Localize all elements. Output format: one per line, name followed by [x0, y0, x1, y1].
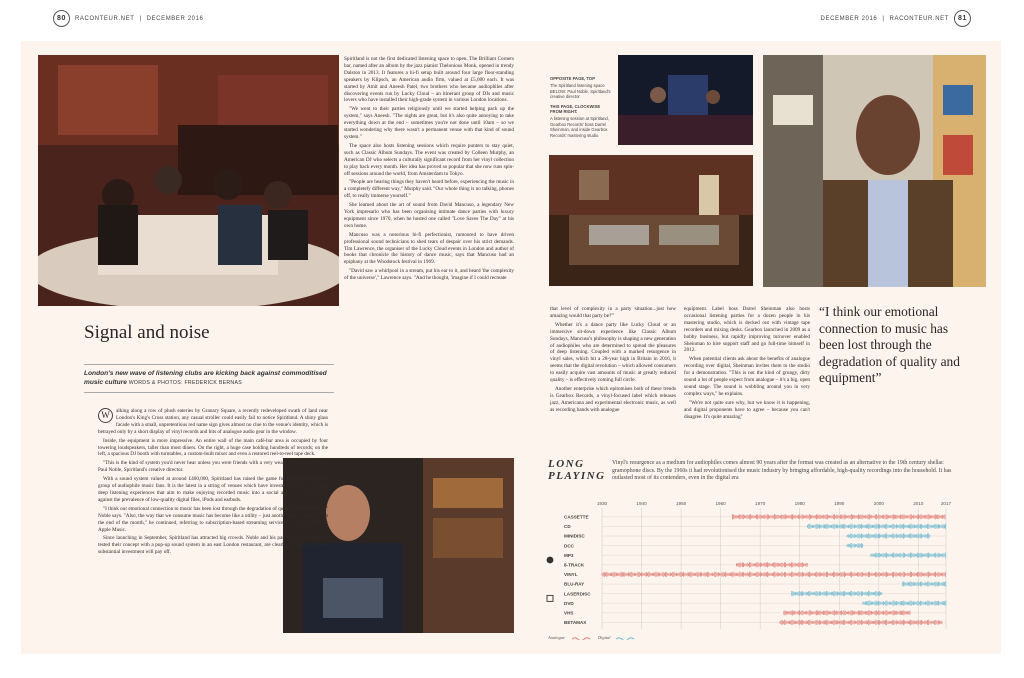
paragraph: When potential clients ask about the benefits of analogue recording over digital, Sheinman invites them to the studio for a demonstration. "This is not the kind of grungy, dirty sound a lot of people expect from analogue – it's a big, open sound stage. The sound is wobbling around you in very complex ways," he explains.	[684, 356, 810, 397]
page-number: 80	[53, 10, 70, 27]
byline: WORDS & PHOTOS: FREDERICK BERNAS	[128, 380, 242, 386]
infographic-title: LONG PLAYING	[548, 458, 606, 482]
format-label: VINYL	[564, 572, 578, 578]
caption-text: The Spiritland listening space BELOW: Paul Noble, Spiritland's creative director	[550, 83, 611, 100]
format-rows	[547, 514, 946, 625]
tick-label: 1930	[596, 501, 608, 506]
legend-digital-swatch	[616, 638, 634, 640]
mastering-studio-image	[549, 155, 753, 286]
music-note-icon	[547, 557, 554, 564]
format-label: DCC	[564, 543, 574, 549]
format-label: MP3	[564, 552, 574, 558]
spiritland-listening-space-photo	[618, 55, 753, 145]
paragraph: Mancuso was a notorious hi-fi perfectionist, rumoured to have driven professional sound technicians to shed tears of despair over his strict demands. Tim Lawrence, the organiser of the Lucky Cloud events in London and author of books that chronicle the history of dance music, says that Mancuso had an epiphany at the Woodstock festival in 1969.	[344, 231, 514, 266]
paragraph: Inside, the equipment is more impressive. An entire wall of the main café-bar area is occupied by four towering loudspeakers, taller than most diners. On the right, a huge case holding hundreds of records; on the left, a spacious DJ booth with turntables, a custom-built mixer and even a restored reel-to-reel tape deck.	[98, 437, 328, 458]
x-axis-ticks	[597, 501, 952, 506]
caption-text: A listening session at Spiritland, Gearbox Records' boss Darrel Sheinman, and inside Gearbox Records' mastering studio	[550, 116, 609, 138]
tick-label: 1980	[794, 501, 805, 506]
paragraph: equipment. Label boss Darrel Sheinman also hosts occasional listening parties for a dozen people in his mastering studio, which is decked out with vintage tape recorders and mixing desks. Gearbox launched in 2009 as a hobby business, but rapidly improving turnover enabled Sheinman to hire support staff and go full-time himself in 2012.	[684, 306, 810, 354]
drop-cap: W	[98, 408, 113, 423]
chart-legend	[547, 635, 634, 640]
paragraph: "This is the kind of system you'd never hear unless you were friends with a very wealthy audiophile," says Paul Noble, Spiritland's creative director.	[98, 460, 328, 474]
listening-bar-photo	[38, 55, 339, 306]
paragraph: The space also hosts listening sessions which require punters to stay quiet, such as Classic Album Sundays. The event was created by Colleen Murphy, an American DJ who selects a culturally significant record from her vinyl collection to play back every month. Her idea has proved so popular that she now runs spin-off sessions around the world, from Amsterdam to Tokyo.	[344, 142, 514, 177]
site-name: RACONTEUR.NET	[889, 15, 949, 22]
tick-label: 1940	[636, 501, 647, 506]
site-name: RACONTEUR.NET	[75, 15, 135, 22]
paragraph: "We're not quite sure why, but we know it is happening, and digital proponents have to agree – because you can't disagree. It's quite amazing"	[684, 399, 810, 420]
body-column-1	[98, 408, 328, 558]
photo-captions	[550, 76, 612, 142]
format-label: 8-TRACK	[564, 562, 585, 568]
standfirst	[84, 364, 334, 393]
paragraph: "We went to their parties religiously until we started helping pack up the system," says Aneesh. "The nights are great, but it's also quite annoying to take everything down at the end – sometimes you're not done until 10am – so we started wondering why there wasn't a permanent venue with that kind of sound system."	[344, 106, 514, 140]
paragraph: Another enterprise which epitomises both of these trends is Gearbox Records, a vinyl-focused label which releases jazz, Americana and experimental electronic music, as well as recording bands with analogue	[550, 385, 676, 413]
pull-quote: “I think our emotional connection to music has been lost through the degradation of quality and equipment”	[819, 304, 960, 385]
right-page-header	[821, 10, 971, 27]
issue-date: DECEMBER 2016	[146, 15, 204, 22]
format-label: BLU-RAY	[564, 581, 585, 587]
paragraph: With a sound system valued at around £400,000, Spiritland has raised the game for London's dedicated group of audiophile music fans. It is the latest in a string of venues which have invested heavily in creating deep listening experiences that aim to make enjoying recorded music into a social activity, fighting back against the prevalence of low-quality digital files, iPods and earbuds.	[98, 476, 328, 503]
format-label: MINIDISC	[564, 533, 585, 539]
paragraph: Whether it's a dance party like Lucky Cloud or an immersive sit-down experience like Classic Album Sundays, Mancuso's philosophy is shaping a new generation of audiophiles who are determined to spread the pleasures of deep listening. Coupled with a marked resurgence in vinyl sales, which hit a 28-year high in Britain in 2016, it seems that the digital revolution – which allowed consumers to easily acquire vast amounts of music at greatly reduced quality – is effectively coming full circle.	[550, 321, 676, 384]
left-page-header	[53, 10, 203, 27]
tick-label: 1970	[755, 501, 766, 506]
body-column-4	[684, 306, 810, 423]
separator: |	[882, 15, 885, 22]
tick-label: 1990	[834, 501, 845, 506]
listening-bar-image	[38, 55, 339, 306]
legend-digital-label: Digital	[598, 635, 611, 640]
format-label: LASERDISC	[564, 591, 591, 597]
format-label: CASSETTE	[564, 514, 589, 520]
listening-space-image	[618, 55, 753, 145]
format-label: CD	[564, 524, 571, 530]
mastering-studio-photo	[549, 155, 753, 286]
legend-analogue-label: Analogue	[548, 635, 565, 640]
film-icon	[547, 595, 553, 601]
body-column-2	[344, 56, 514, 284]
caption-label: THIS PAGE, CLOCKWISE FROM RIGHT:	[550, 103, 601, 115]
darrel-sheinman-portrait-photo	[763, 55, 986, 287]
article-headline: Signal and noise	[84, 322, 210, 343]
paragraph: alking along a row of plush eateries by Granary Square, a recently redeveloped swath of land near London's King's Cross station, any casual stroller could easily fail to notice Spiritland. A shiny glass facade with a small, unpretentious red name sign gives almost no clue to the venue's identity, which is betrayed only by a short display of vinyl records and bits of analogue audio gear in the window.	[98, 408, 328, 435]
format-label: DVD	[564, 600, 574, 606]
tick-label: 1960	[715, 501, 726, 506]
format-bar-mp3	[871, 553, 945, 558]
paragraph: Since launching in September, Spiritland has attracted big crowds. Noble and his partners, who originally tested their concept with a pop-up sound system in an east London restaurant, are clearly confident that their substantial investment will pay off.	[98, 535, 328, 556]
tick-label: 2010	[913, 501, 924, 506]
long-playing-timeline-chart	[546, 490, 956, 640]
tick-label: 1950	[675, 501, 687, 506]
caption-label: OPPOSITE PAGE, TOP	[550, 76, 595, 81]
paragraph: Spiritland is not the first dedicated listening space to open. The Brilliant Corners bar, named after an album by the jazz pianist Thelonious Monk, opened in trendy Dalston in 2013. It features a hi-fi setup built around four large floor-standing speakers by Klipsch, an American audio firm, valued at £5,000 each. It was started by Amit and Aneesh Patel, two brothers who became audiophiles after discovering events run by Lucky Cloud – an itinerant group of DJs and music lovers who have installed their high-grade system in various London locations.	[344, 56, 514, 104]
tick-label: 2017	[940, 501, 952, 506]
paragraph: She learned about the art of sound from David Mancuso, a legendary New York impresario who has been organising intimate dance parties with luxury equipment since 1970, when he hosted one called "Love Saves The Day" at his own home.	[344, 202, 514, 229]
standfirst-text: London's new wave of listening clubs are kicking back against commoditised music culture	[84, 370, 327, 386]
tick-label: 2000	[873, 501, 884, 506]
format-label: VHS	[564, 610, 574, 616]
paragraph: "People are hearing things they haven't heard before, experiencing the music in a completely different way," Murphy said. "Our whole thing is no talking, phones off, to really immerse yourself."	[344, 179, 514, 200]
page-number: 81	[954, 10, 971, 27]
infographic-intro: Vinyl's resurgence as a medium for audiophiles comes almost 90 years after the format was created as an alternative to the 19th century shellac gramophone discs. By the 1960s it had revolutionised the music industry by bringing affordable, high-quality recordings into the household. It has outlasted most of its contenders, even in the digital era	[612, 460, 952, 482]
format-bar-vinyl	[602, 572, 945, 578]
legend-analogue-swatch	[572, 638, 590, 640]
issue-date: DECEMBER 2016	[820, 15, 878, 22]
body-column-3	[550, 306, 676, 416]
darrel-sheinman-image	[763, 55, 986, 287]
format-label: BETAMAX	[564, 620, 587, 626]
separator: |	[139, 15, 142, 22]
paragraph: "David saw a whirlpool in a stream, put his ear to it, and heard 'the complexity of the universe'," Lawrence says. "And he thought, 'imagine if I could recreate	[344, 268, 514, 282]
paragraph: "I think our emotional connection to music has been lost through the degradation of quality and equipment," Noble says. "Also, the way that we consume music has become like a utility – just another one of your bills at the end of the month," he continued, referring to subscription-based streaming services, such as Spotify or Apple Music.	[98, 505, 328, 533]
paragraph: that level of complexity in a party situation...just how amazing would that party be?'"	[550, 306, 676, 319]
